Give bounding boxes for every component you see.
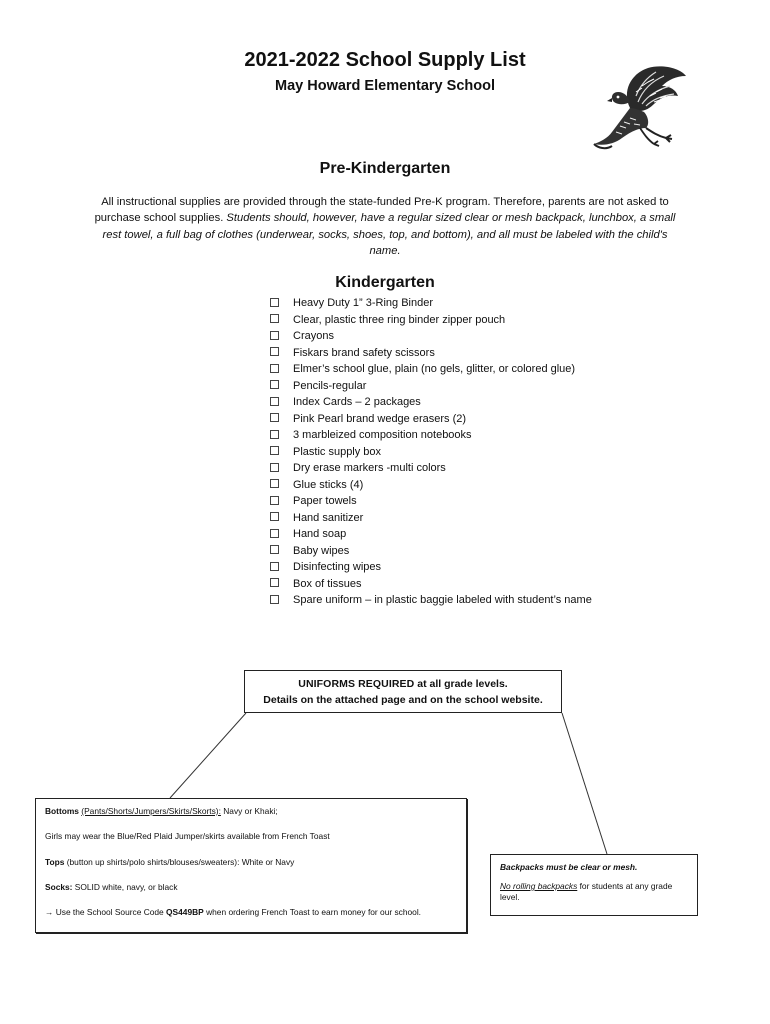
list-item-label: Disinfecting wipes	[293, 561, 382, 573]
checkbox-icon[interactable]	[270, 364, 279, 373]
list-item	[270, 345, 592, 362]
checkbox-icon[interactable]	[270, 562, 279, 571]
checkbox-icon[interactable]	[270, 512, 279, 521]
checkbox-icon[interactable]	[270, 380, 279, 389]
girls-line: Girls may wear the Blue/Red Plaid Jumper/skirts available from French Toast	[45, 831, 330, 842]
checkbox-icon[interactable]	[270, 479, 279, 488]
list-item	[270, 526, 592, 543]
checkbox-icon[interactable]	[270, 446, 279, 455]
checkbox-icon[interactable]	[270, 496, 279, 505]
school-source-code: QS449BP	[166, 907, 204, 918]
checkbox-icon[interactable]	[270, 347, 279, 356]
list-item-label: Glue sticks (4)	[293, 478, 364, 491]
prek-paragraph	[88, 194, 682, 260]
list-item	[270, 543, 592, 560]
uniforms-callout	[244, 670, 562, 713]
bottoms-types: (Pants/Shorts/Jumpers/Skirts/Skorts):	[81, 806, 221, 816]
list-item	[270, 510, 592, 527]
tops-line	[45, 856, 457, 868]
kindergarten-heading: Kindergarten	[335, 274, 435, 291]
socks-label: Socks:	[45, 881, 73, 892]
no-rolling-text: No rolling backpacks	[500, 881, 578, 891]
list-item	[270, 576, 592, 593]
backpack-rule-text: Backpacks must be clear or mesh.	[500, 862, 638, 872]
list-item	[270, 477, 592, 494]
uniforms-details: Details on the attached page and on the school website.	[263, 694, 543, 706]
list-item-label: Heavy Duty 1” 3-Ring Binder	[293, 297, 434, 309]
uniforms-required-bold: UNIFORMS REQUIRED	[298, 678, 415, 690]
list-item-label: Clear, plastic three ring binder zipper pouch	[293, 313, 506, 326]
checkbox-icon[interactable]	[270, 545, 279, 554]
uniforms-required-line	[245, 676, 561, 692]
list-item-label: Plastic supply box	[293, 445, 382, 458]
prek-heading: Pre-Kindergarten	[319, 160, 451, 177]
list-item	[270, 444, 592, 461]
list-item	[270, 493, 592, 510]
list-item	[270, 378, 592, 395]
no-rolling-line	[500, 881, 688, 903]
list-item-label: Hand soap	[293, 528, 347, 540]
list-item-label: Fiskars brand safety scissors	[293, 346, 435, 359]
socks-line	[45, 881, 457, 893]
bottoms-colors: Navy or Khaki;	[220, 806, 278, 816]
no-rolling-rest: for students at any grade level.	[500, 881, 673, 902]
list-item	[270, 361, 592, 378]
code-suffix: when ordering French Toast to earn money for our school.	[203, 907, 422, 918]
school-name: May Howard Elementary School	[275, 78, 495, 94]
kindergarten-supply-list	[270, 295, 592, 609]
tops-label: Tops	[45, 856, 65, 867]
list-item	[270, 328, 592, 345]
prek-paragraph-plain: All instructional supplies are provided through the state-funded Pre-K program. Therefore, parents are not asked to purchase school supplies.	[94, 196, 669, 225]
school-code-line	[45, 906, 457, 918]
checkbox-icon[interactable]	[270, 331, 279, 340]
checkbox-icon[interactable]	[270, 529, 279, 538]
list-item	[270, 411, 592, 428]
hawk-icon	[590, 62, 690, 154]
list-item-label: Baby wipes	[293, 544, 350, 557]
socks-text: SOLID white, navy, or black	[72, 881, 178, 892]
list-item-label: Spare uniform – in plastic baggie labeled with student’s name	[293, 594, 592, 606]
list-item	[270, 295, 592, 312]
list-item-label: Index Cards – 2 packages	[293, 396, 421, 408]
list-item-label: Pink Pearl brand wedge erasers (2)	[293, 412, 467, 425]
list-item-label: Pencils-regular	[293, 379, 367, 392]
list-item-label: Elmer’s school glue, plain (no gels, glitter, or colored glue)	[293, 363, 576, 375]
list-item-label: Dry erase markers -multi colors	[293, 462, 446, 474]
list-item	[270, 592, 592, 609]
list-item-label: Paper towels	[293, 495, 357, 507]
list-item	[270, 394, 592, 411]
backpack-rules-box	[490, 854, 698, 916]
checkbox-icon[interactable]	[270, 298, 279, 307]
bottoms-label: Bottoms	[45, 806, 79, 816]
list-item-label: Box of tissues	[293, 577, 362, 590]
list-item	[270, 427, 592, 444]
checkbox-icon[interactable]	[270, 413, 279, 422]
list-item-label: Hand sanitizer	[293, 511, 364, 524]
tops-text: (button up shirts/polo shirts/blouses/sweaters): White or Navy	[64, 856, 295, 867]
code-prefix: → Use the School Source Code	[45, 907, 167, 918]
backpack-rule	[500, 862, 688, 873]
list-item	[270, 559, 592, 576]
prek-paragraph-italic: Students should, however, have a regular sized clear or mesh backpack, lunchbox, a small rest towel, a full bag of clothes (underwear, socks, shoes, top, and bottom), and all must be labeled with the child's name.	[102, 212, 676, 258]
bottoms-line	[45, 805, 457, 817]
page-title: 2021-2022 School Supply List	[244, 49, 526, 71]
checkbox-icon[interactable]	[270, 430, 279, 439]
list-item	[270, 460, 592, 477]
list-item-label: Crayons	[293, 330, 334, 342]
checkbox-icon[interactable]	[270, 397, 279, 406]
uniform-details-box	[35, 798, 467, 933]
list-item	[270, 312, 592, 329]
uniforms-required-rest: at all grade levels.	[414, 678, 508, 690]
list-item-label: 3 marbleized composition notebooks	[293, 429, 472, 441]
checkbox-icon[interactable]	[270, 578, 279, 587]
checkbox-icon[interactable]	[270, 595, 279, 604]
checkbox-icon[interactable]	[270, 314, 279, 323]
checkbox-icon[interactable]	[270, 463, 279, 472]
